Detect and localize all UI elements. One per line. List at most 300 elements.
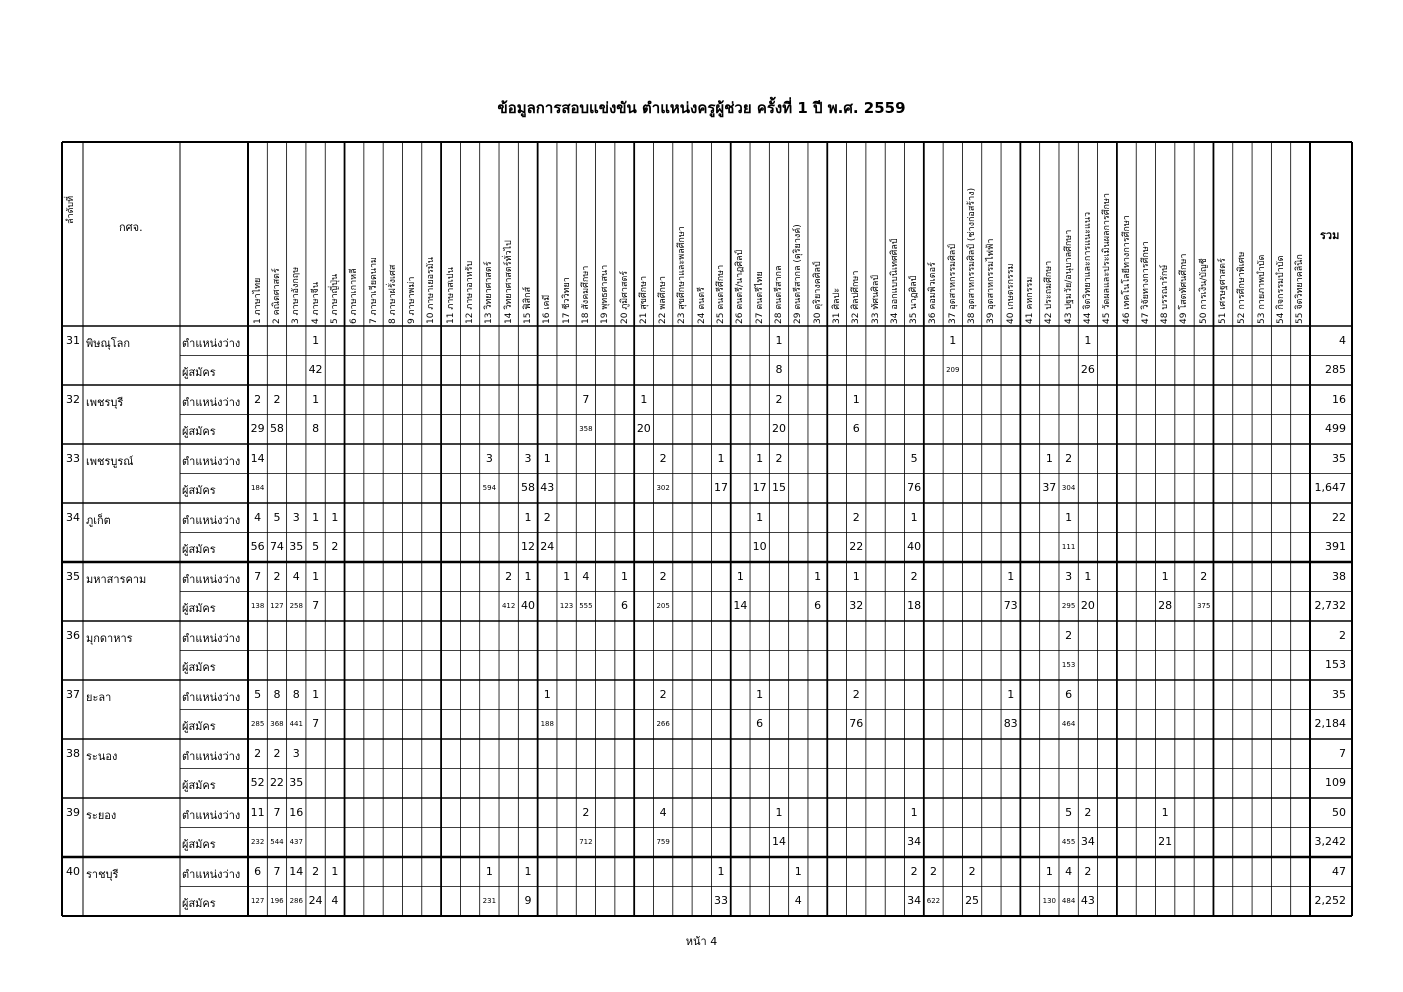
table-cell: 127 [270, 602, 284, 611]
header-subject: 42 ประถมศึกษา [1044, 260, 1055, 324]
header-subject: 21 สุขศึกษา [638, 275, 649, 324]
table-cell: 2 [331, 540, 339, 554]
header-subject: 24 ดนตรี [696, 287, 707, 324]
table-cell: 258 [289, 602, 303, 611]
table-cell: 74 [269, 540, 284, 554]
table-cell: 5 [910, 451, 918, 465]
row-total: 4 [1339, 333, 1346, 347]
table-cell: 1 [1007, 569, 1015, 583]
table-cell: 1 [775, 805, 783, 819]
row-total: 35 [1332, 451, 1346, 465]
table-cell: 2 [659, 451, 667, 465]
table-cell: 286 [289, 897, 303, 906]
province-name: ยะลา [86, 690, 112, 704]
header-subject: 35 นาฏศิลป์ [909, 275, 920, 324]
table-cell: 2 [1065, 628, 1073, 642]
table-cell: 2 [543, 510, 551, 524]
table-cell: 10 [752, 540, 767, 554]
header-subject: 34 ออกแบบนิเทศศิลป์ [889, 238, 900, 324]
table-cell: 4 [254, 510, 262, 524]
table-cell: 32 [849, 599, 864, 613]
province-name: ระนอง [86, 749, 118, 763]
table-cell: 544 [270, 838, 284, 847]
header-subject: 39 อุตสาหกรรมไฟฟ้า [986, 238, 997, 324]
header-seq: ลำดับที่ [66, 195, 76, 224]
header-subject: 9 ภาษาพม่า [407, 276, 418, 324]
row-total: 22 [1332, 510, 1346, 524]
table-cell: 34 [907, 894, 922, 908]
table-cell: 2 [1084, 805, 1092, 819]
table-cell: 5 [273, 510, 281, 524]
table-cell: 8 [292, 687, 300, 701]
row-label-applicants: ผู้สมัคร [182, 720, 216, 734]
province-number: 36 [66, 628, 80, 642]
table-cell: 42 [308, 363, 323, 377]
table-cell: 138 [250, 602, 265, 611]
table-cell: 25 [965, 894, 980, 908]
table-cell: 58 [520, 481, 535, 495]
table-cell: 1 [640, 392, 648, 406]
table-cell: 285 [250, 720, 265, 729]
row-total: 35 [1332, 687, 1346, 701]
header-subject: 2 คณิตศาสตร์ [271, 268, 282, 324]
table-cell: 7 [312, 717, 320, 731]
table-cell: 2 [505, 569, 513, 583]
header-subject: 33 ทัศนศิลป์ [870, 274, 881, 324]
table-cell: 1 [910, 805, 918, 819]
table-cell: 2 [775, 451, 783, 465]
table-cell: 1 [312, 510, 320, 524]
table-cell: 441 [289, 720, 303, 729]
row-total: 1,647 [1314, 481, 1346, 495]
table-cell: 28 [1158, 599, 1173, 613]
table-cell: 1 [1161, 805, 1169, 819]
province-name: มหาสารคาม [86, 572, 147, 586]
table-cell: 295 [1061, 602, 1076, 611]
table-cell: 184 [250, 484, 265, 493]
table-cell: 1 [756, 687, 764, 701]
table-cell: 16 [289, 805, 304, 819]
table-cell: 2 [273, 569, 281, 583]
row-label-positions: ตำแหน่งว่าง [182, 867, 241, 881]
table-cell: 188 [540, 720, 554, 729]
table-cell: 1 [312, 569, 320, 583]
table-cell: 412 [501, 602, 516, 611]
row-total: 2,732 [1314, 599, 1346, 613]
header-subject: 37 อุตสาหกรรมศิลป์ [947, 243, 958, 324]
row-total: 2 [1339, 628, 1346, 642]
table-cell: 368 [270, 720, 284, 729]
table-cell: 11 [250, 805, 265, 819]
table-cell: 17 [714, 481, 729, 495]
table-cell: 2 [1200, 569, 1208, 583]
table-cell: 759 [656, 838, 670, 847]
header-subject: 18 สังคมศึกษา [580, 265, 591, 324]
table-cell: 33 [714, 894, 729, 908]
table-cell: 2 [852, 687, 860, 701]
row-total: 7 [1339, 746, 1346, 760]
table-cell: 231 [482, 897, 497, 906]
table-cell: 3 [524, 451, 532, 465]
table-cell: 4 [659, 805, 667, 819]
table-cell: 6 [621, 599, 628, 613]
province-name: ภูเก็ต [86, 513, 111, 527]
province-name: มุกดาหาร [86, 631, 133, 645]
header-subject: 12 ภาษาอาหรับ [465, 260, 476, 324]
table-cell: 5 [254, 687, 262, 701]
table-cell: 1 [485, 864, 493, 878]
table-cell: 4 [1065, 864, 1073, 878]
table-cell: 2 [910, 864, 918, 878]
table-cell: 14 [733, 599, 748, 613]
table-cell: 3 [1065, 569, 1073, 583]
row-label-applicants: ผู้สมัคร [182, 366, 216, 380]
table-cell: 455 [1061, 838, 1076, 847]
table-cell: 37 [1042, 481, 1057, 495]
table-cell: 2 [582, 805, 590, 819]
table-cell: 358 [579, 425, 593, 434]
table-cell: 8 [273, 687, 281, 701]
row-total: 153 [1325, 658, 1346, 672]
table-cell: 73 [1003, 599, 1018, 613]
header-subject: 51 เศรษฐศาสตร์ [1218, 258, 1229, 324]
table-cell: 4 [331, 894, 339, 908]
header-subject: 28 ดนตรีสากล [774, 265, 784, 324]
table-cell: 7 [254, 569, 262, 583]
table-cell: 9 [524, 894, 532, 908]
row-label-applicants: ผู้สมัคร [182, 838, 216, 852]
header-subject: 52 การศึกษาพิเศษ [1237, 251, 1248, 324]
table-cell: 437 [289, 838, 303, 847]
row-total: 109 [1325, 776, 1346, 790]
table-cell: 1 [775, 333, 783, 347]
header-subject: 36 คอมพิวเตอร์ [928, 262, 939, 324]
header-subject: 53 กายภาพบำบัด [1256, 254, 1267, 324]
table-cell: 1 [756, 451, 764, 465]
table-cell: 266 [656, 720, 670, 729]
table-cell: 1 [524, 569, 532, 583]
header-subject: 25 ดนตรีศึกษา [716, 264, 727, 324]
header-subject: 7 ภาษาเวียดนาม [368, 257, 379, 324]
table-cell: 130 [1042, 897, 1056, 906]
table-cell: 6 [254, 864, 262, 878]
table-cell: 127 [250, 897, 265, 906]
table-cell: 5 [1065, 805, 1073, 819]
row-label-positions: ตำแหน่งว่าง [182, 749, 241, 763]
table-cell: 3 [292, 746, 300, 760]
table-cell: 1 [312, 333, 320, 347]
table-cell: 20 [1080, 599, 1095, 613]
table-cell: 205 [656, 602, 670, 611]
table-cell: 1 [1045, 451, 1053, 465]
table-cell: 35 [289, 540, 304, 554]
table-cell: 375 [1197, 602, 1211, 611]
table-cell: 8 [312, 422, 320, 436]
row-label-applicants: ผู้สมัคร [182, 661, 216, 675]
row-label-applicants: ผู้สมัคร [182, 897, 216, 911]
table-cell: 1 [331, 510, 339, 524]
header-subject: 26 ดนตรี/นาฏศิลป์ [735, 249, 746, 324]
header-subject: 29 ดนตรีสากล (ดุริยางค์) [793, 224, 804, 324]
page-footer: หน้า 4 [685, 935, 718, 948]
table-cell: 2 [852, 510, 860, 524]
table-cell: 4 [794, 894, 802, 908]
province-name: ราชบุรี [86, 867, 119, 881]
province-name: ระยอง [86, 808, 117, 822]
province-number: 38 [66, 746, 80, 760]
table-cell: 24 [540, 540, 555, 554]
table-cell: 2 [659, 687, 667, 701]
row-total: 50 [1332, 805, 1346, 819]
table-cell: 232 [250, 838, 265, 847]
table-cell: 1 [949, 333, 957, 347]
table-cell: 7 [582, 392, 590, 406]
table-cell: 56 [250, 540, 265, 554]
header-subject: 43 ปฐมวัย/อนุบาลศึกษา [1063, 229, 1074, 324]
table-cell: 1 [756, 510, 764, 524]
table-cell: 1 [1084, 333, 1092, 347]
province-number: 40 [66, 864, 80, 878]
table-cell: 40 [907, 540, 922, 554]
table-cell: 4 [292, 569, 300, 583]
row-total: 391 [1325, 540, 1346, 554]
table-cell: 4 [582, 569, 590, 583]
table-cell: 712 [579, 838, 593, 847]
header-subject: 30 ดุริยางคศิลป์ [812, 261, 823, 324]
table-cell: 6 [814, 599, 822, 613]
table-cell: 14 [250, 451, 265, 465]
header-subject: 8 ภาษาฝรั่งเศส [387, 264, 398, 324]
row-label-applicants: ผู้สมัคร [182, 484, 216, 498]
table-cell: 209 [946, 366, 960, 375]
row-total: 499 [1325, 422, 1346, 436]
table-cell: 1 [312, 687, 320, 701]
row-total: 16 [1332, 392, 1346, 406]
table-cell: 43 [540, 481, 555, 495]
header-subject: 14 วิทยาศาสตร์ทั่วไป [503, 240, 514, 324]
table-cell: 12 [520, 540, 535, 554]
row-label-positions: ตำแหน่งว่าง [182, 454, 241, 468]
table-cell: 153 [1061, 661, 1076, 670]
province-name: เพชรบูรณ์ [86, 454, 134, 468]
table-cell: 1 [814, 569, 822, 583]
table-cell: 22 [269, 776, 284, 790]
row-label-positions: ตำแหน่งว่าง [182, 808, 241, 822]
table-cell: 123 [559, 602, 574, 611]
table-cell: 2 [775, 392, 783, 406]
table-cell: 40 [520, 599, 535, 613]
table-cell: 24 [308, 894, 323, 908]
row-label-positions: ตำแหน่งว่าง [182, 631, 241, 645]
table-cell: 83 [1003, 717, 1018, 731]
header-subject: 40 เกษตรกรรม [1005, 263, 1016, 324]
header-subject: 32 ศิลปศึกษา [851, 270, 862, 324]
table-cell: 6 [756, 717, 764, 731]
header-subject: 46 เทคโนโลยีทางการศึกษา [1121, 215, 1132, 324]
header-subject: 5 ภาษาญี่ปุ่น [329, 273, 340, 324]
province-number: 32 [66, 392, 80, 406]
table-cell: 7 [312, 599, 320, 613]
table-cell: 34 [907, 835, 922, 849]
table-cell: 196 [270, 897, 284, 906]
table-cell: 21 [1158, 835, 1173, 849]
table-cell: 1 [543, 451, 551, 465]
header-subject: 48 บรรณารักษ์ [1160, 264, 1171, 324]
row-total: 47 [1332, 864, 1346, 878]
header-subject: 13 วิทยาศาสตร์ [484, 261, 495, 324]
table-cell: 43 [1080, 894, 1095, 908]
table-cell: 76 [849, 717, 864, 731]
table-cell: 2 [273, 392, 281, 406]
header-total: รวม [1320, 229, 1340, 242]
table-cell: 1 [852, 392, 860, 406]
header-subject: 54 กิจกรรมบำบัด [1276, 255, 1287, 324]
header-subject: 27 ดนตรีไทย [754, 271, 765, 324]
province-name: เพชรบุรี [86, 395, 124, 409]
header-subject: 44 จิตวิทยาและการแนะแนว [1082, 211, 1093, 324]
table-cell: 20 [636, 422, 651, 436]
header-subject: 50 การเงิน/บัญชี [1198, 258, 1209, 324]
table-cell: 18 [907, 599, 922, 613]
table-cell: 2 [929, 864, 937, 878]
table-cell: 484 [1061, 897, 1076, 906]
table-cell: 2 [659, 569, 667, 583]
header-subject: 4 ภาษาจีน [310, 282, 321, 324]
table-cell: 2 [254, 392, 262, 406]
header-subject: 17 ชีววิทยา [561, 277, 572, 324]
header-subject: 6 ภาษาเกาหลี [349, 268, 360, 324]
table-cell: 1 [1045, 864, 1053, 878]
table-cell: 15 [771, 481, 786, 495]
province-number: 39 [66, 805, 80, 819]
table-cell: 1 [621, 569, 628, 583]
table-cell: 2 [273, 746, 281, 760]
table-cell: 29 [250, 422, 265, 436]
row-total: 2,184 [1314, 717, 1346, 731]
header-subject: 3 ภาษาอังกฤษ [291, 266, 302, 324]
row-total: 285 [1325, 363, 1346, 377]
header-subject: 55 จิตวิทยาคลินิก [1295, 254, 1306, 324]
table-cell: 302 [656, 484, 670, 493]
province-number: 31 [66, 333, 80, 347]
table-cell: 76 [907, 481, 922, 495]
row-total: 2,252 [1314, 894, 1346, 908]
header-subject: 10 ภาษาเยอรมัน [426, 257, 437, 324]
table-cell: 52 [250, 776, 265, 790]
row-total: 38 [1332, 569, 1346, 583]
table-cell: 1 [563, 569, 571, 583]
table-cell: 35 [289, 776, 304, 790]
table-cell: 14 [289, 864, 304, 878]
table-cell: 1 [524, 510, 532, 524]
header-subject: 11 ภาษาสเปน [445, 267, 456, 324]
row-label-positions: ตำแหน่งว่าง [182, 572, 241, 586]
table-cell: 5 [312, 540, 320, 554]
table-cell: 6 [1065, 687, 1073, 701]
header-subject: 45 วัดผลและประเมินผลการศึกษา [1102, 193, 1113, 324]
table-cell: 594 [482, 484, 497, 493]
table-cell: 6 [852, 422, 860, 436]
table-cell: 1 [1007, 687, 1015, 701]
row-label-positions: ตำแหน่งว่าง [182, 513, 241, 527]
row-label-applicants: ผู้สมัคร [182, 425, 216, 439]
header-subject: 38 อุตสาหกรรมศิลป์ (ช่างก่อสร้าง) [967, 187, 978, 324]
row-label-applicants: ผู้สมัคร [182, 602, 216, 616]
table-cell: 304 [1061, 484, 1076, 493]
row-label-applicants: ผู้สมัคร [182, 779, 216, 793]
header-subject: 22 พลศึกษา [658, 276, 669, 324]
row-total: 3,242 [1314, 835, 1346, 849]
header-subject: 41 คหกรรม [1025, 276, 1036, 324]
table-cell: 1 [910, 510, 918, 524]
table-cell: 7 [273, 805, 281, 819]
province-name: พิษณุโลก [86, 336, 131, 350]
header-subject: 47 วิจัยทางการศึกษา [1140, 241, 1151, 324]
table-cell: 1 [1084, 569, 1092, 583]
province-number: 34 [66, 510, 80, 524]
province-number: 33 [66, 451, 80, 465]
table-cell: 3 [485, 451, 493, 465]
header-subject: 23 สุขศึกษาและพลศึกษา [677, 226, 688, 324]
table-cell: 622 [926, 897, 941, 906]
header-subject: 15 ฟิสิกส์ [522, 286, 533, 324]
header-subject: 16 เคมี [542, 294, 553, 324]
table-cell: 1 [524, 864, 532, 878]
table-cell: 2 [910, 569, 918, 583]
table-cell: 20 [771, 422, 786, 436]
header-office: กศจ. [119, 221, 143, 234]
table-cell: 1 [1161, 569, 1169, 583]
table-cell: 17 [752, 481, 767, 495]
table-cell: 1 [1065, 510, 1073, 524]
table-cell: 1 [736, 569, 744, 583]
header-subject: 1 ภาษาไทย [252, 277, 263, 324]
row-label-positions: ตำแหน่งว่าง [182, 690, 241, 704]
table-cell: 7 [273, 864, 281, 878]
table-cell: 1 [717, 864, 725, 878]
table-cell: 464 [1061, 720, 1076, 729]
province-number: 37 [66, 687, 80, 701]
table-cell: 1 [331, 864, 339, 878]
table-cell: 2 [968, 864, 976, 878]
table-cell: 34 [1080, 835, 1095, 849]
table-cell: 1 [852, 569, 860, 583]
table-cell: 3 [292, 510, 300, 524]
table-cell: 1 [543, 687, 551, 701]
header-subject: 49 โสตทัศนศึกษา [1179, 253, 1190, 324]
table-cell: 22 [849, 540, 864, 554]
table-cell: 58 [269, 422, 284, 436]
header-subject: 19 พุทธศาสนา [600, 264, 611, 324]
table-cell: 26 [1080, 363, 1095, 377]
header-subject: 31 ศิลปะ [831, 287, 842, 324]
table-cell: 1 [312, 392, 320, 406]
page-title: ข้อมูลการสอบแข่งขัน ตำแหน่งครูผู้ช่วย ครั้งที่ 1 ปี พ.ศ. 2559 [497, 99, 906, 117]
table-cell: 2 [1084, 864, 1092, 878]
row-label-positions: ตำแหน่งว่าง [182, 395, 241, 409]
table-cell: 1 [794, 864, 802, 878]
table-cell: 8 [775, 363, 783, 377]
table-cell: 14 [771, 835, 786, 849]
row-label-positions: ตำแหน่งว่าง [182, 336, 241, 350]
table-cell: 2 [312, 864, 320, 878]
table-cell: 2 [1065, 451, 1073, 465]
table-cell: 111 [1061, 543, 1076, 552]
table-cell: 1 [717, 451, 725, 465]
table-cell: 2 [254, 746, 262, 760]
header-subject: 20 ภูมิศาสตร์ [619, 270, 630, 324]
row-label-applicants: ผู้สมัคร [182, 543, 216, 557]
